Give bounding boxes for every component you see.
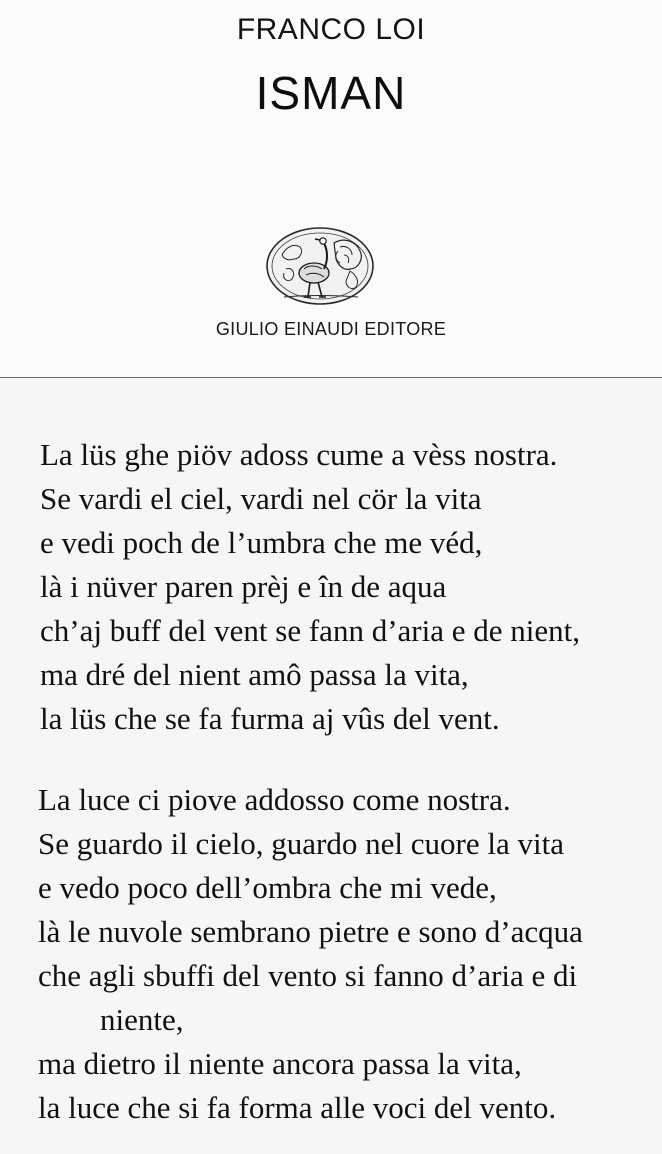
- poem-line: la lüs che se fa furma aj vûs del vent.: [40, 701, 500, 736]
- poem-line: ma dietro il niente ancora passa la vita,: [38, 1046, 522, 1081]
- ostrich-emblem-icon: [264, 225, 376, 307]
- poem-line: e vedi poch de l’umbra che me véd,: [40, 525, 483, 560]
- poem-line: Se vardi el ciel, vardi nel cör la vita: [40, 481, 482, 516]
- author-name: FRANCO LOI: [236, 13, 426, 46]
- poem-stanza-dialect: [40, 433, 580, 741]
- book-title: ISMAN: [255, 67, 407, 119]
- poem-line: la luce che si fa forma alle voci del vento.: [38, 1090, 557, 1125]
- poem-stanza-italian: [38, 778, 583, 1130]
- cover-divider: [0, 377, 662, 378]
- poem-line: là le nuvole sembrano pietre e sono d’acqua: [38, 914, 583, 949]
- poem-line: là i nüver paren prèj e în de aqua: [40, 569, 447, 604]
- book-cover: [0, 0, 662, 377]
- poem-line: che agli sbuffi del vento si fanno d’aria e di: [38, 958, 578, 993]
- publisher-name: GIULIO EINAUDI EDITORE: [215, 319, 447, 339]
- poem-line: e vedo poco dell’ombra che mi vede,: [38, 870, 497, 905]
- poem-line: La luce ci piove addosso come nostra.: [38, 782, 511, 817]
- poem-line: La lüs ghe piöv adoss cume a vèss nostra.: [40, 437, 558, 472]
- poem-line-continuation: niente,: [100, 1002, 184, 1037]
- poem-line: Se guardo il cielo, guardo nel cuore la vita: [38, 826, 564, 861]
- poem-line: ch’aj buff del vent se fann d’aria e de nient,: [40, 613, 580, 648]
- poem-line: ma dré del nient amô passa la vita,: [40, 657, 469, 692]
